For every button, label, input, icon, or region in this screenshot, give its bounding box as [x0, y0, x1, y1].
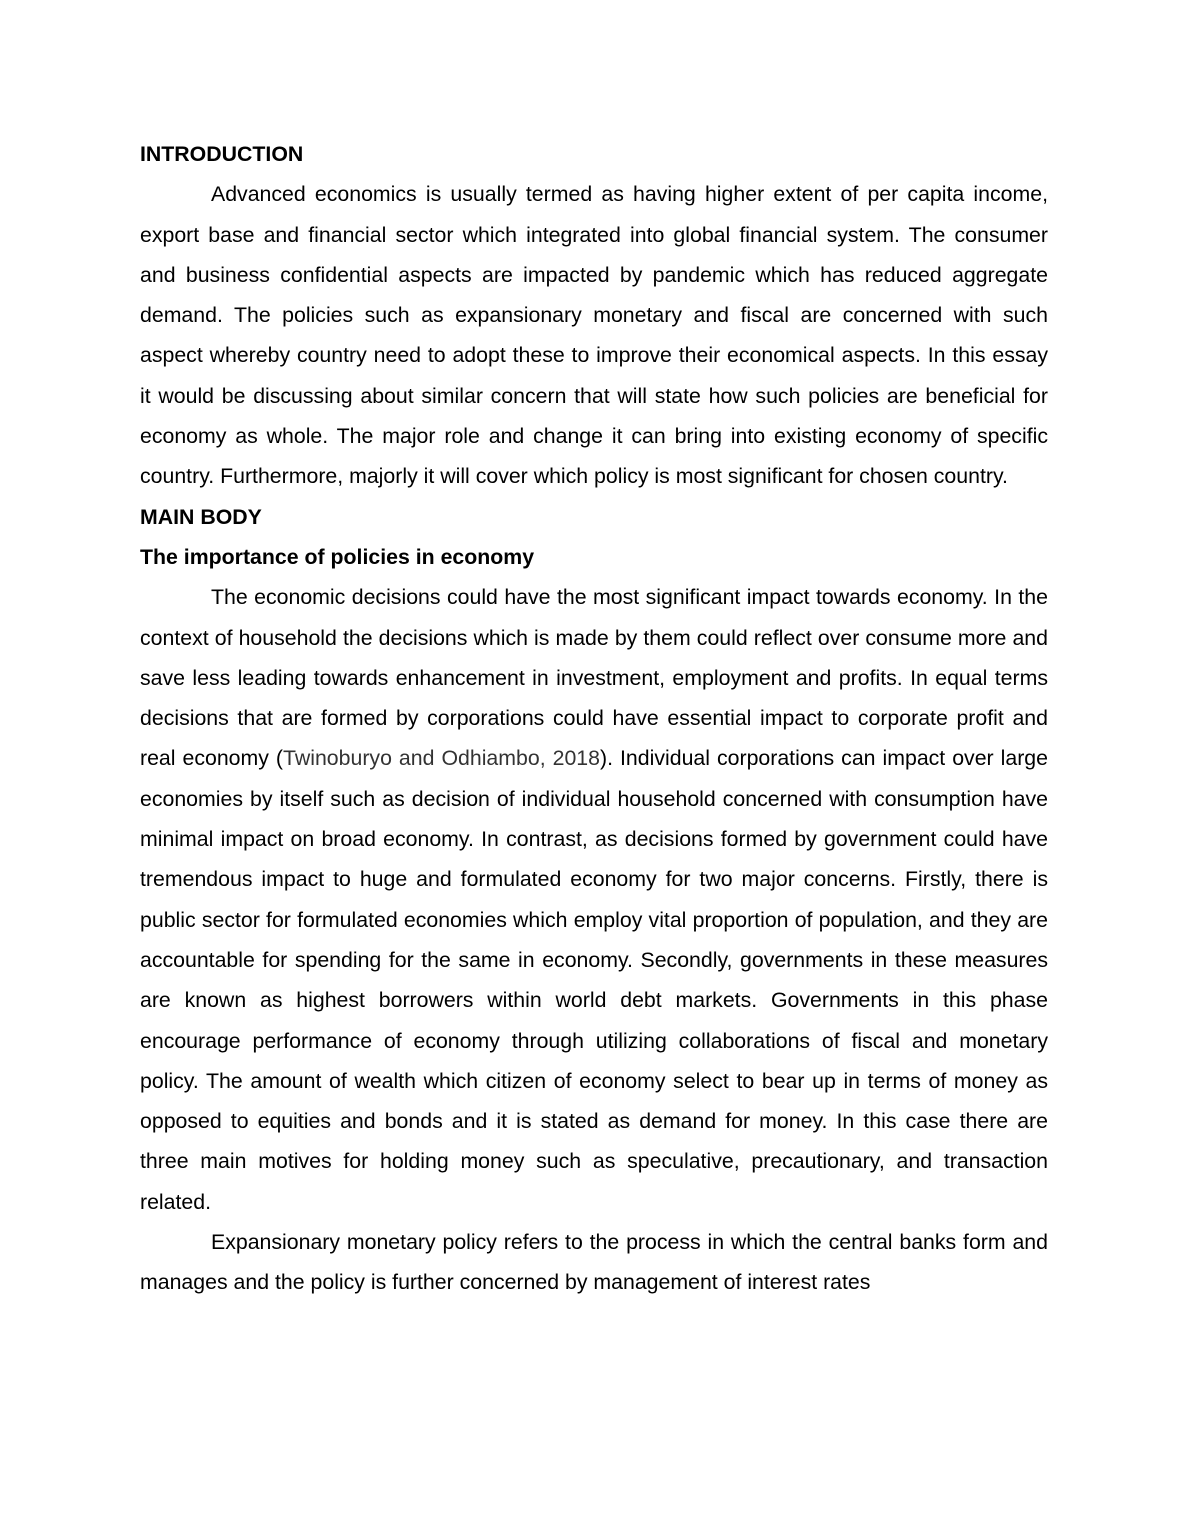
- body-paragraph-1: [140, 577, 1048, 1222]
- body-paragraph-1-text-b: ). Individual corporations can impact over large economies by itself such as decision of individual household concerned with consumption have minimal impact on broad economy. In contrast, as decisions formed by government could have tremendous impact to huge and formulated economy for two major concerns. Firstly, there is public sector for formulated economies which employ vital proportion of population, and they are accountable for spending for the same in economy. Secondly, governments in these measures are known as highest borrowers within world debt markets. Governments in this phase encourage performance of economy through utilizing collaborations of fiscal and monetary policy. The amount of wealth which citizen of economy select to bear up in terms of money as opposed to equities and bonds and it is stated as demand for money. In this case there are three main motives for holding money such as speculative, precautionary, and transaction related.: [140, 746, 1048, 1214]
- main-body-heading: MAIN BODY: [140, 504, 262, 529]
- section-subheading: The importance of policies in economy: [140, 544, 535, 569]
- document-page: [140, 134, 1048, 1303]
- introduction-paragraph: Advanced economics is usually termed as having higher extent of per capita income, export base and financial sector which integrated into global financial system. The consumer and business confidential aspects are impacted by pandemic which has reduced aggregate demand. The policies such as expansionary monetary and fiscal are concerned with such aspect whereby country need to adopt these to improve their economical aspects. In this essay it would be discussing about similar concern that will state how such policies are beneficial for economy as whole. The major role and change it can bring into existing economy of specific country. Furthermore, majorly it will cover which policy is most significant for chosen country.: [140, 182, 1048, 489]
- introduction-heading: INTRODUCTION: [140, 142, 304, 166]
- body-paragraph-1-text-a: The economic decisions could have the most significant impact towards economy. In the context of household the decisions which is made by them could reflect over consume more and save less leading towards enhancement in investment, employment and profits. In equal terms decisions that are formed by corporations could have essential impact to corporate profit and real economy (: [140, 585, 1048, 771]
- body-paragraph-2: Expansionary monetary policy refers to the process in which the central banks form and manages and the policy is further concerned by management of interest rates: [140, 1230, 1048, 1295]
- citation: Twinoburyo and Odhiambo, 2018: [283, 746, 600, 771]
